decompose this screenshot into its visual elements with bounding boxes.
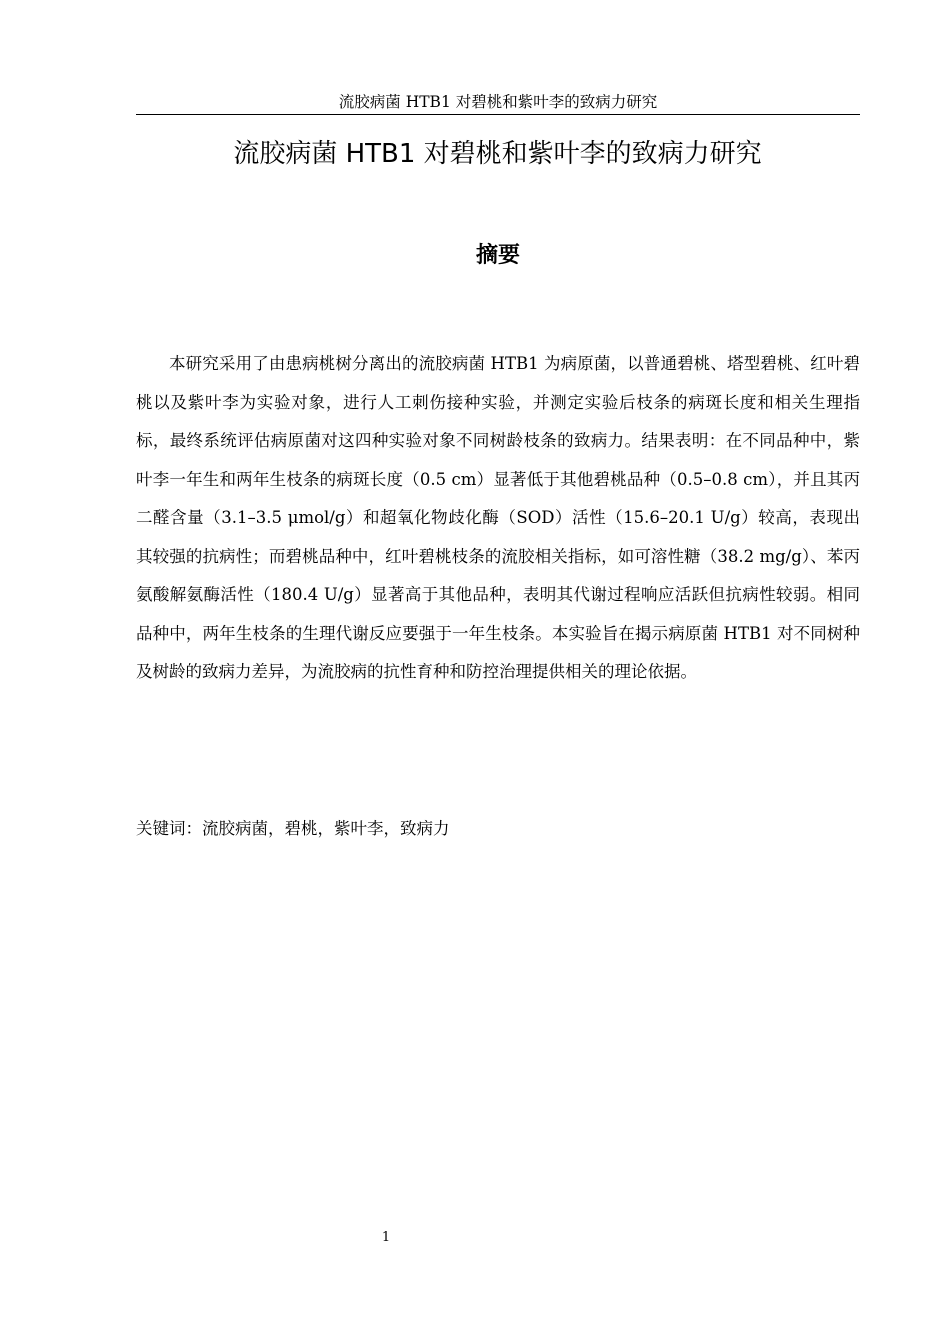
running-header: 流胶病菌 HTB1 对碧桃和紫叶李的致病力研究 [338, 93, 658, 111]
abstract-heading: 摘要 [475, 243, 520, 268]
keywords-line: 关键词：流胶病菌，碧桃，紫叶李，致病力 [136, 819, 450, 838]
header-rule [136, 114, 860, 115]
page-number: 1 [381, 1230, 391, 1245]
document-title: 流胶病菌 HTB1 对碧桃和紫叶李的致病力研究 [233, 139, 762, 169]
abstract-paragraph: 本研究采用了由患病桃树分离出的流胶病菌 HTB1 为病原菌，以普通碧桃、塔型碧桃、红叶碧桃以及紫叶李为实验对象，进行人工刺伤接种实验，并测定实验后枝条的病斑长度和相关生理指标，最终系统评估病原菌对这四种实验对象不同树龄枝条的致病力。结果表明：在不同品种中，紫叶李一年生和两年生枝条的病斑长度（0.5 cm）显著低于其他碧桃品种（0.5–0.8 cm），并且其丙二醛含量（3.1–3.5 μmol/g）和超氧化物歧化酶（SOD）活性（15.6–20.1 U/g）较高，表现出其较强的抗病性；而碧桃品种中，红叶碧桃枝条的流胶相关指标，如可溶性糖（38.2 mg/g）、苯丙氨酸解氨酶活性（180.4 U/g）显著高于其他品种，表明其代谢过程响应活跃但抗病性较弱。相同品种中，两年生枝条的生理代谢反应要强于一年生枝条。本实验旨在揭示病原菌 HTB1 对不同树种及树龄的致病力差异，为流胶病的抗性育种和防控治理提供相关的理论依据。 [136, 354, 860, 681]
